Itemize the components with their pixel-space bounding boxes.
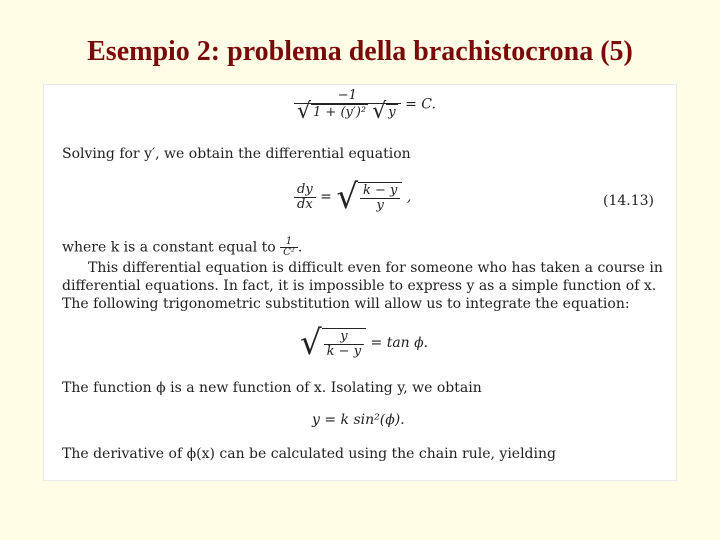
- equals-sign: =: [320, 189, 337, 205]
- text-line: Solving for y′, we obtain the differential equation: [62, 146, 411, 162]
- scanned-page: [43, 84, 677, 481]
- fraction-dy-dx: [294, 183, 316, 212]
- radical-sign: √: [297, 99, 312, 124]
- radicand: 1 + (y′)²: [313, 105, 367, 120]
- equation-y: y = k sin²(ϕ).: [312, 412, 405, 428]
- equation-constant-c: [294, 88, 436, 124]
- equation-number: (14.13): [602, 193, 654, 209]
- text-line: This differential equation is difficult even for someone who has taken a course in: [88, 260, 663, 276]
- fraction: [360, 184, 400, 213]
- text-line: where k is a constant equal to $\frac{1}{\text{C²}}$ .: [62, 236, 303, 258]
- text-line: differential equations. In fact, it is impossible to express y as a simple function of x.: [62, 278, 657, 294]
- equation-rhs: = tan ϕ.: [370, 335, 429, 351]
- denominator: [294, 99, 401, 124]
- radical-sign: √: [372, 99, 387, 124]
- numerator: 1: [280, 237, 298, 248]
- where-text: where k is a constant equal to: [62, 239, 276, 256]
- numerator: dy: [294, 183, 316, 198]
- radical-sign: √: [336, 177, 358, 217]
- equation-substitution: [300, 323, 428, 363]
- equation-rhs: = C.: [405, 96, 436, 113]
- denominator: y: [376, 197, 384, 213]
- text-line: The function ϕ is a new function of x. Isolating y, we obtain: [62, 380, 482, 396]
- numerator: k − y: [360, 184, 400, 199]
- numerator: y: [324, 330, 364, 345]
- denominator: C²: [283, 247, 295, 258]
- fraction: [324, 330, 364, 359]
- equation-tail: ,: [406, 189, 412, 205]
- text-line: The derivative of ϕ(x) can be calculated using the chain rule, yielding: [62, 446, 556, 462]
- denominator: dx: [297, 196, 313, 212]
- radicand: [358, 182, 402, 213]
- denominator: k − y: [326, 343, 362, 359]
- text-line: The following trigonometric substitution will allow us to integrate the equation:: [62, 296, 630, 312]
- fraction: [294, 88, 401, 124]
- slide-title: Esempio 2: problema della brachistocrona (5): [87, 36, 633, 67]
- k-fraction: [280, 237, 298, 258]
- radicand: [322, 328, 366, 359]
- equation-14-13: [294, 177, 411, 217]
- numerator: −1: [294, 89, 401, 104]
- radicand: y: [388, 105, 396, 120]
- radical-sign: √: [300, 323, 322, 363]
